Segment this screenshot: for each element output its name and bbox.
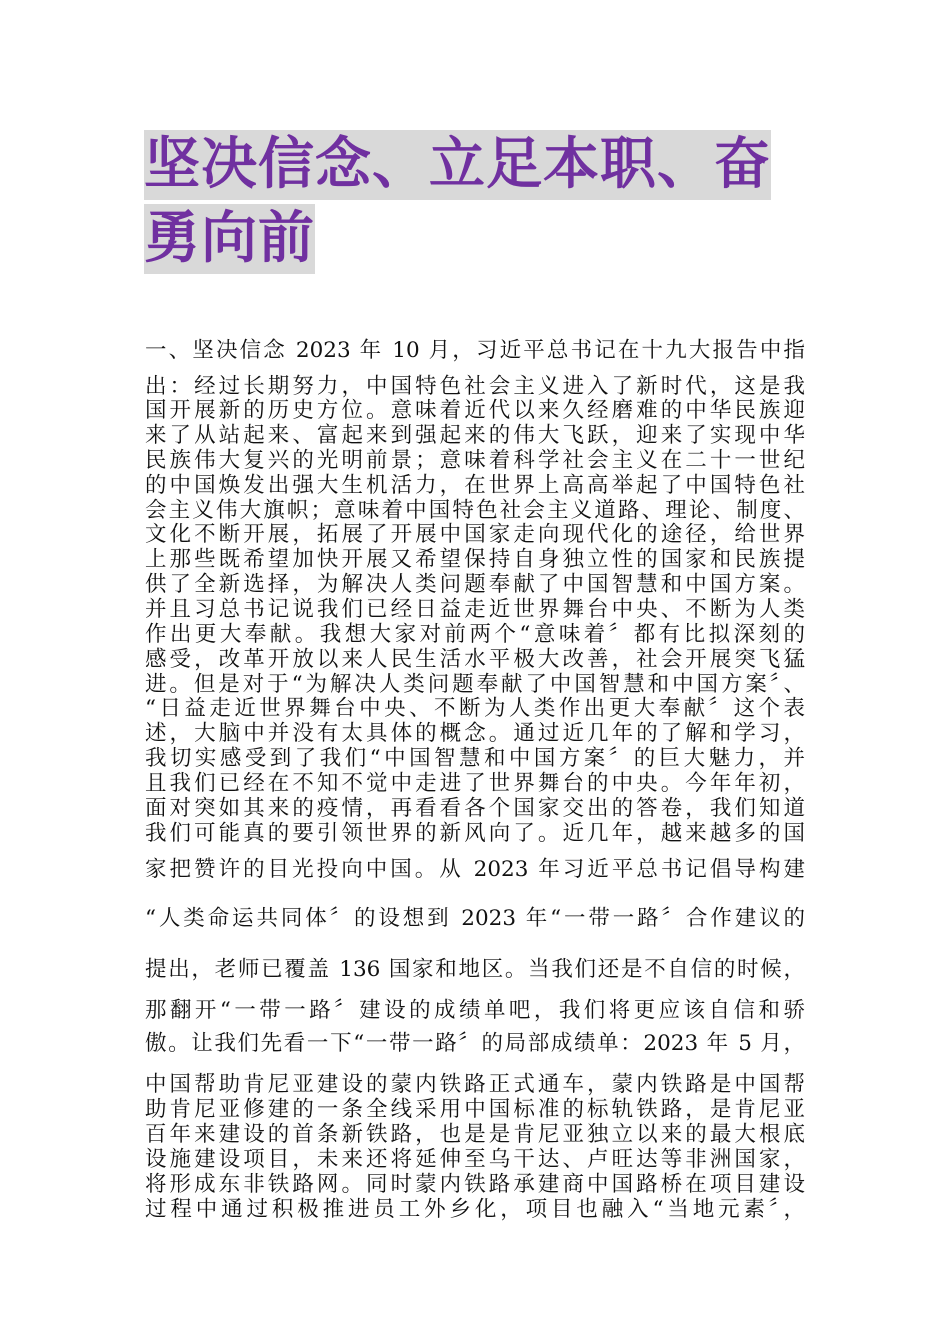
body-line: 出：经过长期努力，中国特色社会主义进入了新时代，这是我 [145, 374, 805, 399]
body-line: 会主义伟大旗帜；意味着中国特色社会主义道路、理论、制度、 [145, 498, 805, 523]
title-line-1: 坚决信念、立足本职、奋 [144, 130, 771, 200]
body-line: 助肯尼亚修建的一条全线采用中国标准的标轨铁路，是肯尼亚 [145, 1097, 805, 1122]
body-line: 我切实感受到了我们“中国智慧和中国方案〞的巨大魅力，并 [145, 746, 805, 771]
body-line: “人类命运共同体〞的设想到 2023 年“一带一路〞合作建议的 [145, 906, 805, 931]
body-line: 提出，老师已覆盖 136 国家和地区。当我们还是不自信的时候， [145, 957, 805, 982]
title-line-2: 勇向前 [144, 204, 315, 274]
body-line: 过程中通过积极推进员工外乡化，项目也融入“当地元素〞， [145, 1197, 805, 1222]
body-line: 将形成东非铁路网。同时蒙内铁路承建商中国路桥在项目建设 [145, 1172, 805, 1197]
body-line: 民族伟大复兴的光明前景；意味着科学社会主义在二十一世纪 [145, 448, 805, 473]
body-line: 来了从站起来、富起来到强起来的伟大飞跃，迎来了实现中华 [145, 423, 805, 448]
body-line: 进。但是对于“为解决人类问题奉献了中国智慧和中国方案〞、 [145, 672, 805, 697]
body-line: 国开展新的历史方位。意味着近代以来久经磨难的中华民族迎 [145, 398, 805, 423]
body-line: 设施建设项目，未来还将延伸至乌干达、卢旺达等非洲国家， [145, 1147, 805, 1172]
body-line: 感受，改革开放以来人民生活水平极大改善，社会开展突飞猛 [145, 647, 805, 672]
body-line: 并且习总书记说我们已经日益走近世界舞台中央、不断为人类 [145, 597, 805, 622]
body-line: 中国帮助肯尼亚建设的蒙内铁路正式通车，蒙内铁路是中国帮 [145, 1072, 805, 1097]
body-line: 面对突如其来的疫情，再看看各个国家交出的答卷，我们知道 [145, 796, 805, 821]
body-line: 文化不断开展，拓展了开展中国家走向现代化的途径，给世界 [145, 522, 805, 547]
body-line: 述，大脑中并没有太具体的概念。通过近几年的了解和学习， [145, 721, 805, 746]
body-line: 那翻开“一带一路〞建设的成绩单吧，我们将更应该自信和骄 [145, 998, 805, 1023]
body-line: 一、坚决信念 2023 年 10 月，习近平总书记在十九大报告中指 [145, 338, 805, 363]
body-line: 且我们已经在不知不觉中走进了世界舞台的中央。今年年初， [145, 771, 805, 796]
body-line: 作出更大奉献。我想大家对前两个“意味着〞都有比拟深刻的 [145, 622, 805, 647]
body-line: 供了全新选择，为解决人类问题奉献了中国智慧和中国方案。 [145, 572, 805, 597]
body-line: 傲。让我们先看一下“一带一路〞的局部成绩单：2023 年 5 月， [145, 1031, 805, 1056]
document-title [144, 130, 809, 278]
body-line: 的中国焕发出强大生机活力，在世界上高高举起了中国特色社 [145, 473, 805, 498]
body-line: 百年来建设的首条新铁路，也是是肯尼亚独立以来的最大根底 [145, 1122, 805, 1147]
body-line: 上那些既希望加快开展又希望保持自身独立性的国家和民族提 [145, 547, 805, 572]
body-line: “日益走近世界舞台中央、不断为人类作出更大奉献〞这个表 [145, 696, 805, 721]
body-line: 我们可能真的要引领世界的新风向了。近几年，越来越多的国 [145, 821, 805, 846]
body-line: 家把赞许的目光投向中国。从 2023 年习近平总书记倡导构建 [145, 857, 805, 882]
